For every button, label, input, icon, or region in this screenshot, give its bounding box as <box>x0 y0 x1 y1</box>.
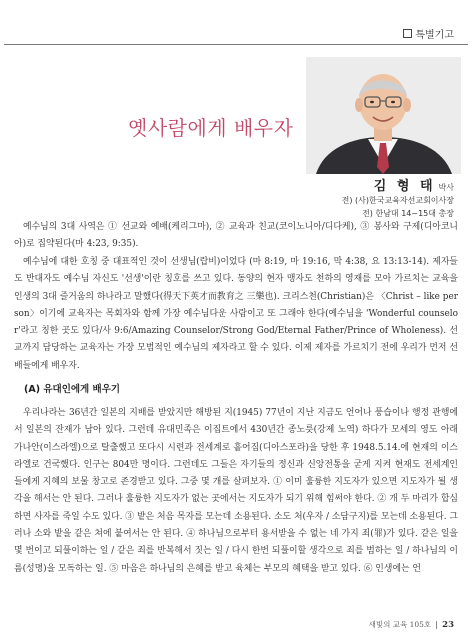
author-photo <box>306 57 461 174</box>
author-name: 김 형 태 <box>373 179 436 194</box>
header-divider <box>4 44 468 45</box>
body-paragraph-2: 예수님에 대한 호칭 중 대표적인 것이 선생님(랍비)이었다 (마 8:19, 마 19:16, 막 4:38, 요 13:13-14). 제자들도 반대자도 예수님 자신도 '선생'이란 칭호를 쓰고 있다. 동양의 현자 맹자도 천하의 영재를 모아 가르치는 교육을 인생의 3대 즐거움의 하나라고 말했다(得天下英才而教育之 三樂也). 크리스천(Christian)은 〈Christ – like person〉이기에 교육자는 목회자와 함께 가장 예수님다운 사람이고 또 그래야 한다(예수님을 'Wonderful counselor'라고 칭한 곳도 있다/사 9:6/Amazing Counselor/Strong God/Eternal Father/Prince of Wholeness). 선교까지 담당하는 교육자는 가장 모범적인 예수님의 제자라고 할 수 있다. 이제 제자를 가르치기 전에 우리가 먼저 선배들에게 배우자. <box>14 257 458 371</box>
journal-name: 새빛의 교육 105호 <box>368 620 432 629</box>
author-name-line <box>342 180 454 194</box>
article-title: 옛사람에게 배우자 <box>128 116 294 140</box>
body-paragraph-3: 우리나라는 36년간 일본의 지배를 받았지만 해방된 지(1945) 77년이 지난 지금도 언어나 풍습이나 행정 관행에서 일본의 잔재가 남아 있다. 그런데 유대민족은 이집트에서 430년간 종노릇(강제 노역) 하다가 모세의 영도 아래 가나안(이스라엘)으로 탈출했고 또다시 시련과 전세계로 흩어짐(디아스포라)을 당한 후 1948.5.14.에 현재의 이스라엘로 건국했다. 인구는 804만 명이다. 그런데도 그들은 자기들의 정신과 신앙전통을 굳게 지켜 현재도 전세계인들에게 지혜의 보물 창고로 존경받고 있다. 그중 몇 개를 살펴보자. ① 이미 훌륭한 지도자가 있으면 지도자가 될 생각을 해서는 안 된다. 그러나 훌륭한 지도자가 없는 곳에서는 지도자가 되기 위해 힘써야 한다. ② 개 두 마리가 합심하면 사자를 죽일 수도 있다. ③ 밭은 처음 목자를 모는데 소용된다. 소도 처(우자 / 소담구지)를 모는데 소용된다. 그러나 소와 밭을 같은 쳐에 붙여서는 안 된다. ④ 하나님으로부터 용서받을 수 없는 네 가지 죄(罪)가 있다. 같은 일을 몇 번이고 되풀이하는 일 / 같은 죄를 반복해서 짓는 일 / 다시 한번 되풀이할 생각으로 죄를 범하는 일 / 하나님의 이름(성명)을 모독하는 일. ⑤ 마음은 하나님의 은혜를 받고 육체는 부모의 혜택을 받고 있다. ⑥ 인생에는 언 <box>14 408 458 574</box>
footer-divider <box>436 621 437 629</box>
section-label: 특별기고 <box>415 30 454 41</box>
page-number: 23 <box>442 619 454 630</box>
author-role-2: 전) 한남대 14~15대 총장 <box>362 209 454 218</box>
author-role-1: 전) (사)한국교육자선교회이사장 <box>341 196 454 205</box>
author-info <box>342 180 454 220</box>
body-paragraph-1: 예수님의 3대 사역은 ① 선교와 예배(케리그마), ② 교육과 친교(코이노니아/디다케), ③ 봉사와 구제(디아코니아)로 집약된다(마 4:23, 9:35). <box>14 222 458 250</box>
checkbox-square-icon <box>403 29 412 38</box>
section-subheading: (A) 유대인에게 배우기 <box>24 384 121 395</box>
section-tag <box>403 26 454 41</box>
page-footer <box>369 619 454 630</box>
author-portrait-image <box>306 57 461 174</box>
author-title: 박사 <box>438 183 454 192</box>
